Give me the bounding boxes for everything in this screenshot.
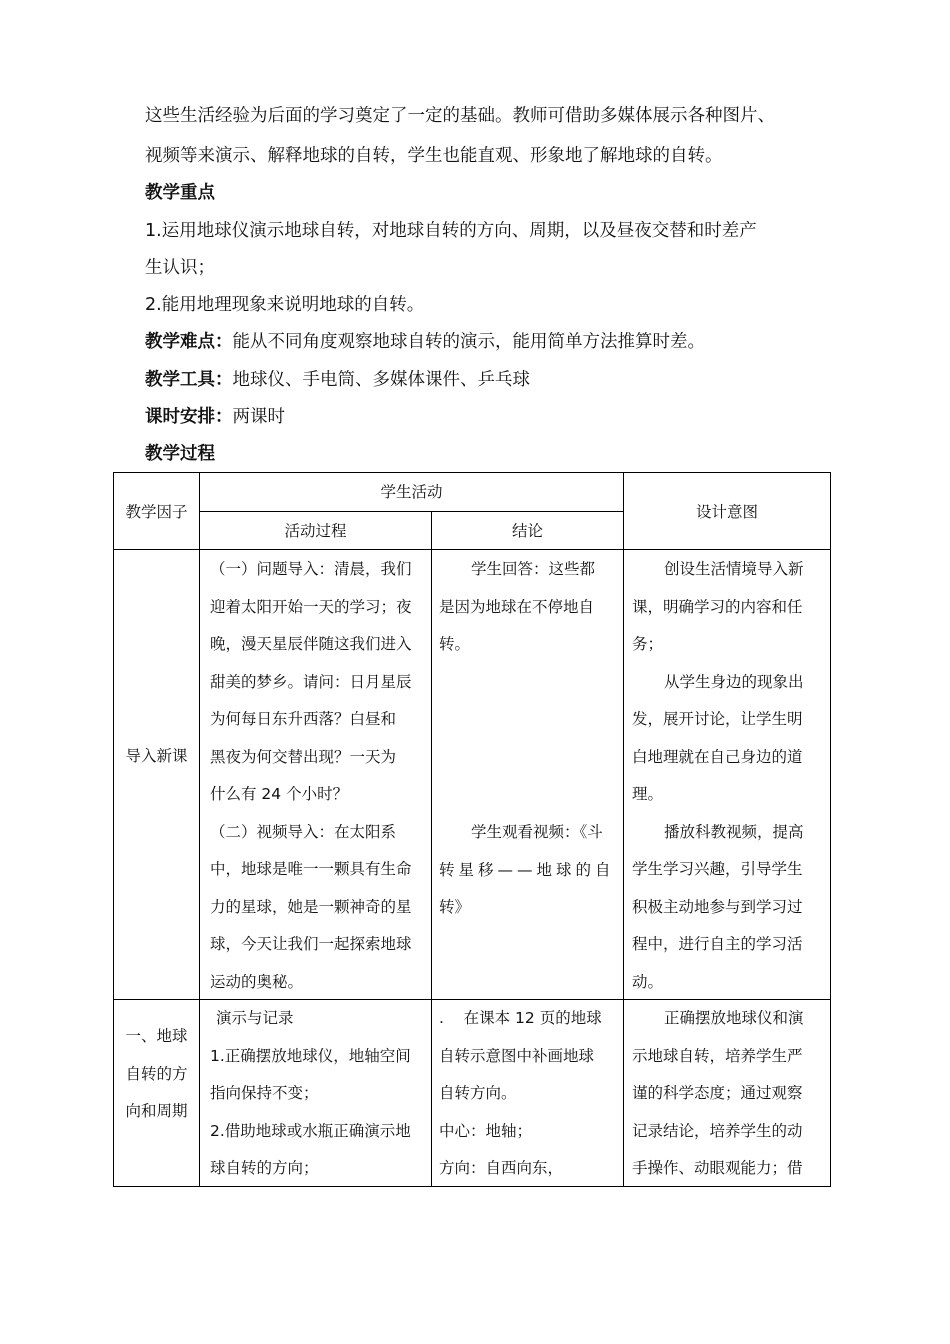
text-line: 球，今天让我们一起探索地球: [210, 935, 412, 953]
text-line: 记录结论，培养学生的动: [632, 1121, 803, 1140]
header-activity-process: 活动过程: [284, 522, 347, 540]
row1-conclusion-answer: [439, 551, 617, 664]
key-point-2: 2.能用地理现象来说明地球的自转。: [145, 295, 425, 315]
schedule-text: 两课时: [232, 407, 285, 427]
key-points-heading: 教学重点: [145, 183, 215, 203]
text-line: 什么有 24 个小时？: [210, 785, 349, 803]
text-line: 播放科教视频，提高: [664, 822, 804, 841]
text-line: 正确摆放地球仪和演: [664, 1009, 804, 1027]
difficulty-line: [145, 330, 705, 354]
row1-factor: 导入新课: [125, 747, 188, 765]
text-line: 向和周期: [125, 1102, 188, 1120]
text-line: 中，地球是唯一一颗具有生命: [210, 860, 412, 878]
difficulty-text: 能从不同角度观察地球自转的演示，能用简单方法推算时差。: [232, 332, 705, 352]
text-line: 自转示意图中补画地球: [439, 1046, 595, 1065]
text-line: 运动的奥秘。: [210, 972, 304, 991]
text-line: 转》: [439, 898, 471, 916]
header-conclusion: 结论: [511, 522, 543, 540]
row1-activity-process: [210, 551, 424, 1001]
text-line: 自转方向。: [439, 1084, 517, 1102]
text-line: （一）问题导入：清晨，我们: [210, 560, 412, 578]
text-line: 迎着太阳开始一天的学习；夜: [210, 597, 412, 616]
text-line: 积极主动地参与到学习过: [632, 897, 803, 916]
lesson-table: [113, 472, 831, 1187]
text-line: 1.正确摆放地球仪，地轴空间: [210, 1046, 411, 1065]
text-line: 手操作、动眼观能力；借: [632, 1159, 803, 1177]
difficulty-label: 教学难点：: [145, 332, 233, 352]
text-line: 谨的科学态度；通过观察: [632, 1084, 803, 1102]
schedule-label: 课时安排：: [145, 407, 233, 427]
text-line: 转星移——地球的自: [439, 860, 615, 879]
text-line: 演示与记录: [216, 1009, 294, 1027]
text-line: 指向保持不变；: [210, 1084, 319, 1102]
table-grid-line: [623, 473, 624, 1186]
text-line: 理。: [632, 785, 664, 803]
header-design-intent: 设计意图: [695, 503, 758, 521]
process-heading: 教学过程: [145, 444, 215, 464]
tools-label: 教学工具：: [145, 370, 233, 390]
row2-factor: [114, 1018, 199, 1131]
text-line: 方向：自西向东，: [439, 1159, 564, 1177]
text-line: 是因为地球在不停地自: [439, 597, 595, 616]
intro-line-1: 这些生活经验为后面的学习奠定了一定的基础。教师可借助多媒体展示各种图片、: [145, 106, 775, 126]
text-line: 中心：地轴；: [439, 1121, 533, 1140]
text-line: 发，展开讨论，让学生明: [632, 710, 803, 728]
row1-design-intent: [632, 551, 824, 1001]
text-line: 力的星球，她是一颗神奇的星: [210, 897, 412, 916]
row1-conclusion-video: [439, 814, 617, 927]
header-student-activity: 学生活动: [380, 483, 443, 501]
text-line: . 在课本 12 页的地球: [439, 1009, 602, 1027]
header-factor: 教学因子: [125, 503, 188, 521]
text-line: 课，明确学习的内容和任: [632, 597, 803, 616]
text-line: 2.借助地球或水瓶正确演示地: [210, 1121, 411, 1140]
text-line: 动。: [632, 972, 664, 991]
intro-line-2: 视频等来演示、解释地球的自转，学生也能直观、形象地了解地球的自转。: [145, 146, 723, 166]
key-point-1-line-2: 生认识；: [145, 258, 215, 278]
table-grid-line: [431, 511, 432, 1186]
tools-text: 地球仪、手电筒、多媒体课件、乒乓球: [232, 370, 530, 390]
key-point-1-line-1: 1.运用地球仪演示地球自转，对地球自转的方向、周期，以及昼夜交替和时差产: [145, 221, 757, 241]
text-line: 自转的方: [125, 1064, 188, 1083]
text-line: 晚，漫天星辰伴随这我们进入: [210, 635, 412, 653]
table-grid-line: [199, 473, 200, 1186]
schedule-line: [145, 405, 285, 429]
text-line: 黑夜为何交替出现？一天为: [210, 747, 397, 766]
text-line: 务；: [632, 635, 664, 653]
text-line: 转。: [439, 635, 471, 653]
text-line: 学生观看视频：《斗: [471, 823, 603, 841]
text-line: 创设生活情境导入新: [664, 560, 804, 578]
row2-activity-process: [210, 1000, 424, 1188]
text-line: 球自转的方向；: [210, 1159, 319, 1177]
text-line: 程中，进行自主的学习活: [632, 935, 803, 953]
row2-conclusion: [439, 1000, 619, 1188]
text-line: 一、地球: [125, 1027, 188, 1045]
text-line: 白地理就在自己身边的道: [632, 747, 803, 766]
text-line: 为何每日东升西落？白昼和: [210, 710, 397, 728]
text-line: 甜美的梦乡。请问：日月星辰: [210, 672, 412, 691]
row2-design-intent: [632, 1000, 824, 1188]
text-line: 从学生身边的现象出: [664, 672, 804, 691]
tools-line: [145, 368, 530, 392]
text-line: （二）视频导入：在太阳系: [210, 822, 397, 841]
text-line: 学生回答：这些都: [471, 560, 596, 578]
text-line: 示地球自转，培养学生严: [632, 1046, 803, 1065]
text-line: 学生学习兴趣，引导学生: [632, 860, 803, 878]
